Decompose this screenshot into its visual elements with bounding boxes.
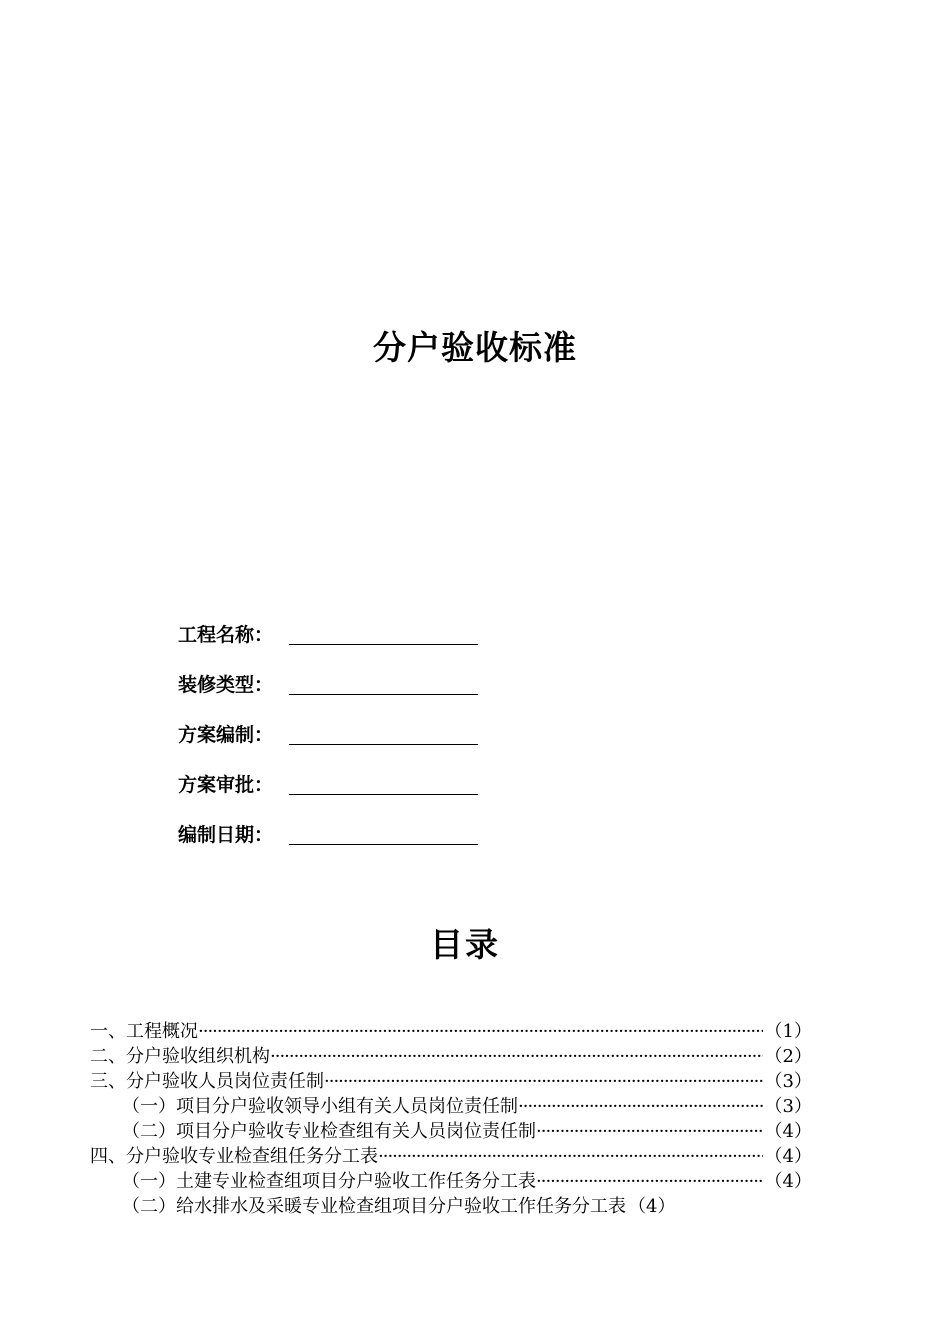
toc-entry-text: （二）项目分户验收专业检查组有关人员岗位责任制 [122,1121,536,1142]
toc-entry-page: （4） [764,1171,812,1192]
table-of-contents [90,1019,812,1219]
toc-entry-text: （二）给水排水及采暖专业检查组项目分户验收工作任务分工表 [122,1196,626,1217]
field-label: 方案编制： [178,724,274,746]
toc-entry-text: 三、分户验收人员岗位责任制 [90,1071,324,1092]
toc-leader-dots [536,1119,763,1144]
field-label: 编制日期： [178,824,274,846]
toc-entry-text: （一）项目分户验收领导小组有关人员岗位责任制 [122,1096,518,1117]
toc-entry-page: （4） [764,1146,812,1167]
field-row-date [178,820,478,870]
blank-underline [289,670,478,695]
toc-entry-text: 二、分户验收组织机构 [90,1046,270,1067]
toc-entry-page: （3） [764,1071,812,1092]
toc-subentry[interactable] [90,1119,812,1144]
toc-entry[interactable] [90,1069,812,1094]
field-label: 方案审批： [178,774,274,796]
toc-leader-dots [198,1019,763,1044]
toc-subentry[interactable] [90,1194,812,1219]
field-row-project-name [178,620,478,670]
field-label: 装修类型： [178,674,274,696]
project-info-fields [178,620,478,870]
blank-underline [289,820,478,845]
toc-leader-dots [518,1094,763,1119]
toc-entry-page: （4） [628,1196,676,1217]
toc-subentry[interactable] [90,1094,812,1119]
toc-title: 目录 [430,925,500,964]
toc-entry-text: 四、分户验收专业检查组任务分工表 [90,1146,378,1167]
toc-leader-dots [270,1044,763,1069]
toc-entry-page: （2） [764,1046,812,1067]
toc-entry[interactable] [90,1144,812,1169]
blank-underline [289,720,478,745]
toc-leader-dots [378,1144,763,1169]
toc-entry[interactable] [90,1044,812,1069]
field-label: 工程名称： [178,624,274,646]
toc-entry-page: （1） [764,1021,812,1042]
toc-entry-page: （4） [764,1121,812,1142]
document-title: 分户验收标准 [373,328,577,367]
field-row-plan-author [178,720,478,770]
toc-entry-text: （一）土建专业检查组项目分户验收工作任务分工表 [122,1171,536,1192]
toc-leader-dots [324,1069,763,1094]
toc-subentry[interactable] [90,1169,812,1194]
field-row-plan-approval [178,770,478,820]
blank-underline [289,620,478,645]
toc-entry[interactable] [90,1019,812,1044]
toc-leader-dots [536,1169,763,1194]
toc-entry-text: 一、工程概况 [90,1021,198,1042]
toc-entry-page: （3） [764,1096,812,1117]
blank-underline [289,770,478,795]
field-row-decoration-type [178,670,478,720]
